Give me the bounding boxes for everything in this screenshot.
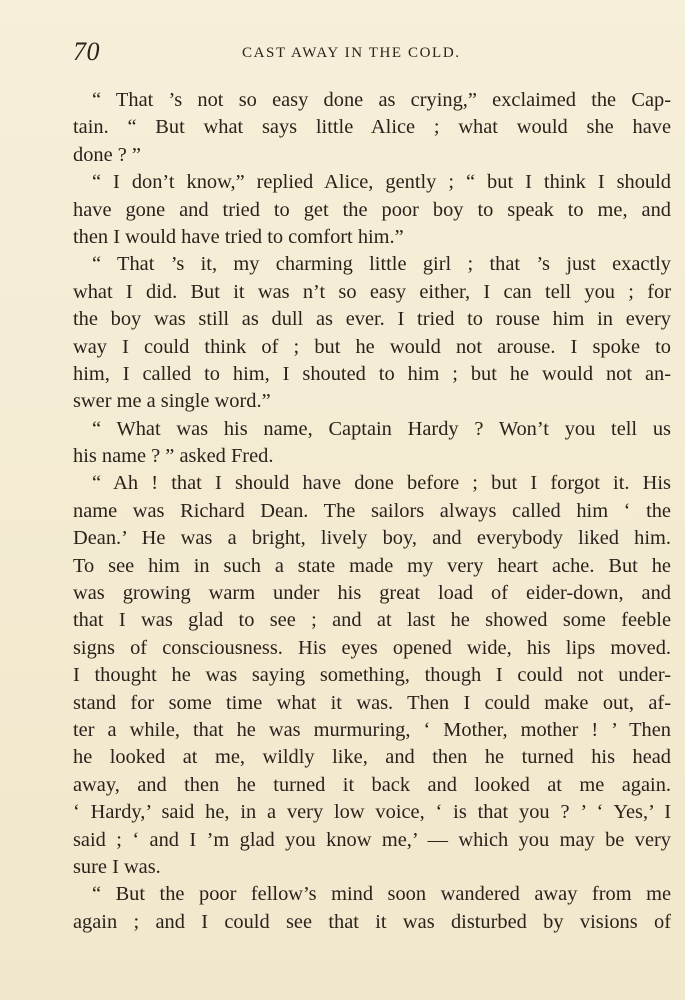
- text-line: stand for some time what it was. Then I could make out, af-: [73, 691, 671, 714]
- text-line: again ; and I could see that it was disturbed by visions of: [73, 910, 671, 933]
- text-line: he looked at me, wildly like, and then he turned his head: [73, 746, 671, 769]
- text-line: To see him in such a state made my very heart ache. But he: [73, 554, 671, 577]
- text-line: then I would have tried to comfort him.”: [73, 225, 404, 248]
- text-line: what I did. But it was n’t so easy either, I can tell you ; for: [73, 280, 671, 303]
- text-line: ‘ Hardy,’ said he, in a very low voice, ‘ is that you ? ’ ‘ Yes,’ I: [73, 801, 671, 824]
- text-line: “ What was his name, Captain Hardy ? Won’t you tell us: [92, 417, 671, 440]
- running-title: CAST AWAY IN THE COLD.: [242, 45, 461, 61]
- body-text: [73, 87, 671, 936]
- text-line: name was Richard Dean. The sailors always called him ‘ the: [73, 499, 671, 522]
- text-line: that I was glad to see ; and at last he showed some feeble: [73, 609, 671, 632]
- text-line: way I could think of ; but he would not arouse. I spoke to: [73, 335, 671, 358]
- text-line: swer me a single word.”: [73, 390, 271, 413]
- page-number: 70: [73, 37, 100, 66]
- text-line: ter a while, that he was murmuring, ‘ Mother, mother ! ’ Then: [73, 718, 671, 741]
- text-line: tain. “ But what says little Alice ; what would she have: [73, 116, 671, 139]
- text-line: “ That ’s not so easy done as crying,” exclaimed the Cap-: [92, 89, 671, 111]
- text-line: him, I called to him, I shouted to him ; but he would not an-: [73, 362, 671, 385]
- text-line: “ I don’t know,” replied Alice, gently ; “ but I think I should: [92, 171, 671, 194]
- text-line: said ; ‘ and I ’m glad you know me,’ — which you may be very: [73, 828, 671, 851]
- text-line: I thought he was saying something, though I could not under-: [73, 664, 671, 687]
- text-line: was growing warm under his great load of eider-down, and: [73, 582, 671, 605]
- text-line: “ Ah ! that I should have done before ; but I forgot it. His: [92, 472, 671, 495]
- text-line: sure I was.: [73, 855, 161, 878]
- text-line: “ That ’s it, my charming little girl ; that ’s just exactly: [92, 253, 671, 276]
- text-line: his name ? ” asked Fred.: [73, 445, 274, 468]
- text-line: the boy was still as dull as ever. I tried to rouse him in every: [73, 308, 671, 331]
- running-head: [73, 38, 671, 66]
- text-line: signs of consciousness. His eyes opened wide, his lips moved.: [73, 636, 671, 659]
- text-line: done ? ”: [73, 143, 141, 166]
- text-line: Dean.’ He was a bright, lively boy, and everybody liked him.: [73, 527, 671, 550]
- text-line: away, and then he turned it back and looked at me again.: [73, 773, 671, 796]
- text-line: “ But the poor fellow’s mind soon wandered away from me: [92, 883, 671, 906]
- text-line: have gone and tried to get the poor boy to speak to me, and: [73, 198, 671, 221]
